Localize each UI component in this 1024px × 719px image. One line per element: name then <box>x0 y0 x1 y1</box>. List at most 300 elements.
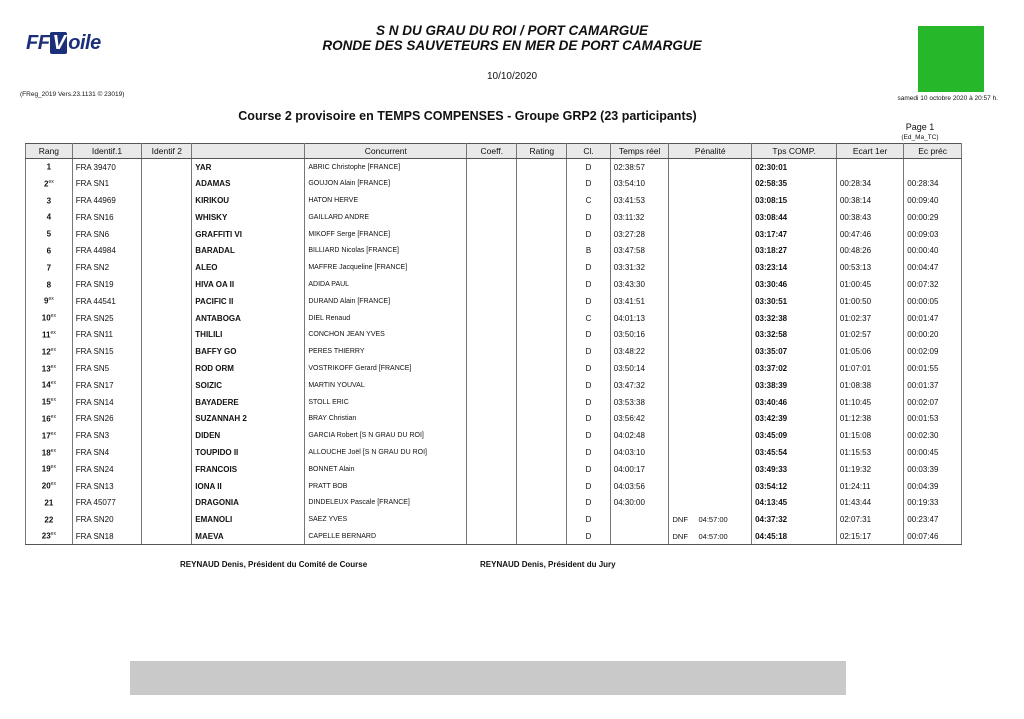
gap-first-cell: 00:53:13 <box>836 259 903 276</box>
coeff-cell <box>467 293 517 310</box>
competitor-cell: DURAND Alain [FRANCE] <box>305 293 467 310</box>
table-row <box>26 461 962 478</box>
boat-name-cell: EMANOLI <box>192 511 305 528</box>
compensated-time-cell: 03:38:39 <box>752 377 837 394</box>
gap-previous-cell: 00:01:37 <box>904 377 962 394</box>
ex-aequo-marker: ex <box>50 531 56 538</box>
coeff-cell <box>467 444 517 461</box>
gap-previous-cell <box>904 159 962 176</box>
penalty-time: 04:57:00 <box>698 515 728 525</box>
class-cell: D <box>567 394 610 411</box>
sail-number-cell: FRA 44984 <box>72 242 142 259</box>
gap-first-cell: 01:19:32 <box>836 461 903 478</box>
rating-cell <box>517 360 567 377</box>
compensated-time-cell: 03:30:46 <box>752 276 837 293</box>
identif2-cell <box>142 377 192 394</box>
penalty-cell <box>669 394 752 411</box>
identif2-cell <box>142 242 192 259</box>
ex-aequo-marker: ex <box>50 414 56 421</box>
coeff-cell <box>467 461 517 478</box>
boat-name-cell: WHISKY <box>192 209 305 226</box>
penalty-cell <box>669 377 752 394</box>
boat-name-cell: BAYADERE <box>192 394 305 411</box>
competitor-cell: SAEZ YVES <box>305 511 467 528</box>
ex-aequo-marker: ex <box>50 346 56 353</box>
gap-previous-cell: 00:04:39 <box>904 478 962 495</box>
table-row <box>26 293 962 310</box>
club-title: S N DU GRAU DU ROI / PORT CAMARGUE <box>375 23 648 38</box>
gap-first-cell: 01:00:50 <box>836 293 903 310</box>
table-row <box>26 175 962 192</box>
rank-cell <box>26 494 73 511</box>
rank-number: 2 <box>44 179 49 189</box>
real-time-cell: 03:54:10 <box>610 175 669 192</box>
table-row <box>26 310 962 327</box>
col-header-identif1: Identif.1 <box>72 144 142 159</box>
class-cell: D <box>567 410 610 427</box>
ex-aequo-marker: ex <box>50 363 56 370</box>
coeff-cell <box>467 528 517 545</box>
boat-name-cell: ANTABOGA <box>192 310 305 327</box>
boat-name-cell: IONA II <box>192 478 305 495</box>
table-row <box>26 410 962 427</box>
rank-cell <box>26 394 73 411</box>
boat-name-cell: THILILI <box>192 326 305 343</box>
competitor-cell: BILLIARD Nicolas [FRANCE] <box>305 242 467 259</box>
rating-cell <box>517 209 567 226</box>
gap-first-cell: 02:15:17 <box>836 528 903 545</box>
event-title: RONDE DES SAUVETEURS EN MER DE PORT CAMARGUE <box>322 38 702 53</box>
penalty-cell <box>669 326 752 343</box>
class-cell: D <box>567 528 610 545</box>
col-header-rating: Rating <box>517 144 567 159</box>
coeff-cell <box>467 159 517 176</box>
competitor-cell: GARCIA Robert [S N GRAU DU ROI] <box>305 427 467 444</box>
ex-aequo-marker: ex <box>50 397 56 404</box>
rating-cell <box>517 293 567 310</box>
rank-cell <box>26 427 73 444</box>
penalty-cell <box>669 528 752 545</box>
gap-first-cell: 00:28:34 <box>836 175 903 192</box>
rank-cell <box>26 478 73 495</box>
table-row <box>26 209 962 226</box>
rating-cell <box>517 410 567 427</box>
compensated-time-cell: 04:13:45 <box>752 494 837 511</box>
identif2-cell <box>142 226 192 243</box>
compensated-time-cell: 03:32:38 <box>752 310 837 327</box>
identif2-cell <box>142 511 192 528</box>
gap-first-cell: 00:38:43 <box>836 209 903 226</box>
identif2-cell <box>142 478 192 495</box>
identif2-cell <box>142 293 192 310</box>
penalty-cell <box>669 343 752 360</box>
gap-first-cell: 01:43:44 <box>836 494 903 511</box>
table-row <box>26 444 962 461</box>
rank-cell <box>26 192 73 209</box>
coeff-cell <box>467 192 517 209</box>
competitor-cell: STOLL ERIC <box>305 394 467 411</box>
table-row <box>26 377 962 394</box>
identif2-cell <box>142 343 192 360</box>
ex-aequo-marker: ex <box>50 313 56 320</box>
boat-name-cell: MAEVA <box>192 528 305 545</box>
rating-cell <box>517 343 567 360</box>
gap-previous-cell: 00:00:05 <box>904 293 962 310</box>
sail-number-cell: FRA SN5 <box>72 360 142 377</box>
competitor-cell: DINDELEUX Pascale [FRANCE] <box>305 494 467 511</box>
competitor-cell: MIKOFF Serge [FRANCE] <box>305 226 467 243</box>
boat-name-cell: TOUPIDO II <box>192 444 305 461</box>
real-time-cell <box>610 528 669 545</box>
page-number: Page 1 <box>905 122 935 132</box>
rank-number: 23 <box>41 532 51 541</box>
gap-previous-cell: 00:02:30 <box>904 427 962 444</box>
rank-number: 11 <box>41 330 51 340</box>
rank-cell <box>26 461 73 478</box>
gap-first-cell <box>836 159 903 176</box>
col-header-ec-prec: Ec préc <box>904 144 962 159</box>
coeff-cell <box>467 478 517 495</box>
penalty-cell <box>669 242 752 259</box>
sail-number-cell: FRA SN14 <box>72 394 142 411</box>
sail-number-cell: FRA SN18 <box>72 528 142 545</box>
gap-previous-cell: 00:23:47 <box>904 511 962 528</box>
penalty-cell <box>669 276 752 293</box>
boat-name-cell: KIRIKOU <box>192 192 305 209</box>
table-row <box>26 192 962 209</box>
gap-previous-cell: 00:19:33 <box>904 494 962 511</box>
identif2-cell <box>142 360 192 377</box>
class-cell: D <box>567 478 610 495</box>
rank-cell <box>26 410 73 427</box>
rank-cell <box>26 360 73 377</box>
competitor-cell: ABRIC Christophe [FRANCE] <box>305 159 467 176</box>
sail-number-cell: FRA SN20 <box>72 511 142 528</box>
rank-number: 16 <box>41 414 51 424</box>
coeff-cell <box>467 427 517 444</box>
gap-first-cell: 01:15:53 <box>836 444 903 461</box>
class-cell: D <box>567 259 610 276</box>
penalty-cell <box>669 461 752 478</box>
real-time-cell <box>610 511 669 528</box>
class-cell: D <box>567 343 610 360</box>
rank-number: 7 <box>46 263 52 273</box>
gap-first-cell: 00:47:46 <box>836 226 903 243</box>
rank-cell <box>26 209 73 226</box>
jury-signature: REYNAUD Denis, Président du Jury <box>480 560 616 569</box>
sail-number-cell: FRA SN1 <box>72 175 142 192</box>
boat-name-cell: YAR <box>192 159 305 176</box>
competitor-cell: ALLOUCHE Joël [S N GRAU DU ROI] <box>305 444 467 461</box>
sail-number-cell: FRA SN24 <box>72 461 142 478</box>
col-header-penalite: Pénalité <box>669 144 752 159</box>
rank-number: 18 <box>41 448 51 458</box>
real-time-cell: 03:47:58 <box>610 242 669 259</box>
competitor-cell: MAFFRE Jacqueline [FRANCE] <box>305 259 467 276</box>
rating-cell <box>517 192 567 209</box>
coeff-cell <box>467 175 517 192</box>
identif2-cell <box>142 494 192 511</box>
real-time-cell: 04:03:10 <box>610 444 669 461</box>
penalty-cell <box>669 192 752 209</box>
rank-number: 19 <box>41 465 51 475</box>
coeff-cell <box>467 209 517 226</box>
competitor-cell: VOSTRIKOFF Gerard [FRANCE] <box>305 360 467 377</box>
boat-name-cell: SUZANNAH 2 <box>192 410 305 427</box>
gap-previous-cell: 00:07:32 <box>904 276 962 293</box>
penalty-cell <box>669 511 752 528</box>
rank-number: 5 <box>46 229 52 239</box>
class-cell: D <box>567 444 610 461</box>
penalty-cell <box>669 444 752 461</box>
col-header-temps-reel: Temps réel <box>610 144 669 159</box>
rating-cell <box>517 494 567 511</box>
rank-cell <box>26 511 73 528</box>
rating-cell <box>517 444 567 461</box>
real-time-cell: 03:41:53 <box>610 192 669 209</box>
rank-cell <box>26 242 73 259</box>
penalty-cell <box>669 175 752 192</box>
class-cell: B <box>567 242 610 259</box>
coeff-cell <box>467 494 517 511</box>
identif2-cell <box>142 444 192 461</box>
gap-previous-cell: 00:07:46 <box>904 528 962 545</box>
gap-previous-cell: 00:00:40 <box>904 242 962 259</box>
identif2-cell <box>142 427 192 444</box>
sail-number-cell: FRA 44541 <box>72 293 142 310</box>
ex-aequo-marker: ex <box>50 430 56 437</box>
boat-name-cell: ALEO <box>192 259 305 276</box>
boat-name-cell: SOIZIC <box>192 377 305 394</box>
coeff-cell <box>467 226 517 243</box>
table-row <box>26 494 962 511</box>
penalty-cell <box>669 360 752 377</box>
identif2-cell <box>142 276 192 293</box>
rank-number: 1 <box>46 162 52 172</box>
competitor-cell: CAPELLE BERNARD <box>305 528 467 545</box>
rank-cell <box>26 259 73 276</box>
compensated-time-cell: 03:35:07 <box>752 343 837 360</box>
compensated-time-cell: 03:18:27 <box>752 242 837 259</box>
rank-number: 20 <box>41 481 51 491</box>
identif2-cell <box>142 394 192 411</box>
penalty-time: 04:57:00 <box>698 531 728 541</box>
rank-number: 3 <box>46 196 52 206</box>
rank-cell <box>26 310 73 327</box>
boat-name-cell: ADAMAS <box>192 175 305 192</box>
ex-aequo-marker: ex <box>50 481 56 488</box>
table-row <box>26 242 962 259</box>
table-row <box>26 394 962 411</box>
compensated-time-cell: 03:45:54 <box>752 444 837 461</box>
boat-name-cell: PACIFIC II <box>192 293 305 310</box>
compensated-time-cell: 03:37:02 <box>752 360 837 377</box>
compensated-time-cell: 03:40:46 <box>752 394 837 411</box>
rank-cell <box>26 175 73 192</box>
gap-first-cell: 02:07:31 <box>836 511 903 528</box>
table-row <box>26 159 962 176</box>
gap-first-cell: 01:10:45 <box>836 394 903 411</box>
rank-number: 13 <box>41 364 51 374</box>
grey-footer-bar <box>130 661 846 695</box>
penalty-cell <box>669 494 752 511</box>
competitor-cell: HATON HERVE <box>305 192 467 209</box>
coeff-cell <box>467 377 517 394</box>
compensated-time-cell: 04:37:32 <box>752 511 837 528</box>
gap-first-cell: 01:15:08 <box>836 427 903 444</box>
table-row <box>26 478 962 495</box>
identif2-cell <box>142 159 192 176</box>
boat-name-cell: BAFFY GO <box>192 343 305 360</box>
ffvoile-logo: FF V oile <box>26 32 101 54</box>
penalty-cell <box>669 259 752 276</box>
gap-previous-cell: 00:28:34 <box>904 175 962 192</box>
gap-previous-cell: 00:01:53 <box>904 410 962 427</box>
penalty-cell <box>669 310 752 327</box>
real-time-cell: 03:50:16 <box>610 326 669 343</box>
table-row <box>26 360 962 377</box>
table-row <box>26 511 962 528</box>
compensated-time-cell: 03:08:15 <box>752 192 837 209</box>
identif2-cell <box>142 259 192 276</box>
rank-number: 22 <box>44 515 54 525</box>
gap-first-cell: 00:38:14 <box>836 192 903 209</box>
competitor-cell: CONCHON JEAN YVES <box>305 326 467 343</box>
real-time-cell: 03:31:32 <box>610 259 669 276</box>
rating-cell <box>517 461 567 478</box>
class-cell: D <box>567 326 610 343</box>
gap-first-cell: 01:00:45 <box>836 276 903 293</box>
gap-previous-cell: 00:00:45 <box>904 444 962 461</box>
identif2-cell <box>142 175 192 192</box>
identif2-cell <box>142 410 192 427</box>
sail-number-cell: FRA SN2 <box>72 259 142 276</box>
rank-cell <box>26 326 73 343</box>
competitor-cell: DIEL Renaud <box>305 310 467 327</box>
compensated-time-cell: 03:30:51 <box>752 293 837 310</box>
sail-number-cell: FRA 39470 <box>72 159 142 176</box>
real-time-cell: 04:30:00 <box>610 494 669 511</box>
competitor-cell: BONNET Alain <box>305 461 467 478</box>
competitor-cell: GOUJON Alain [FRANCE] <box>305 175 467 192</box>
penalty-cell <box>669 159 752 176</box>
event-date: 10/10/2020 <box>486 71 538 82</box>
boat-name-cell: HIVA OA II <box>192 276 305 293</box>
compensated-time-cell: 03:54:12 <box>752 478 837 495</box>
real-time-cell: 03:27:28 <box>610 226 669 243</box>
gap-first-cell: 01:02:37 <box>836 310 903 327</box>
compensated-time-cell: 03:49:33 <box>752 461 837 478</box>
print-timestamp: samedi 10 octobre 2020 à 20:57 h. <box>897 95 998 102</box>
class-cell: D <box>567 209 610 226</box>
real-time-cell: 04:02:48 <box>610 427 669 444</box>
rating-cell <box>517 259 567 276</box>
gap-first-cell: 01:08:38 <box>836 377 903 394</box>
penalty-cell <box>669 209 752 226</box>
penalty-cell <box>669 427 752 444</box>
gap-first-cell: 01:07:01 <box>836 360 903 377</box>
rank-cell <box>26 444 73 461</box>
rating-cell <box>517 427 567 444</box>
rank-number: 15 <box>41 397 51 407</box>
gap-previous-cell: 00:01:55 <box>904 360 962 377</box>
software-version: (FReg_2019 Vers.23.1131 © 23019) <box>20 91 125 98</box>
ex-aequo-marker: ex <box>50 330 56 337</box>
real-time-cell: 04:03:56 <box>610 478 669 495</box>
compensated-time-cell: 02:30:01 <box>752 159 837 176</box>
sail-number-cell: FRA SN11 <box>72 326 142 343</box>
real-time-cell: 03:56:42 <box>610 410 669 427</box>
coeff-cell <box>467 276 517 293</box>
penalty-cell <box>669 226 752 243</box>
table-row <box>26 276 962 293</box>
class-cell: D <box>567 276 610 293</box>
ex-aequo-marker: ex <box>50 464 56 471</box>
col-header-tps-comp: Tps COMP. <box>752 144 837 159</box>
rank-number: 10 <box>41 313 51 323</box>
rating-cell <box>517 377 567 394</box>
sail-number-cell: FRA 44969 <box>72 192 142 209</box>
class-cell: D <box>567 427 610 444</box>
rank-cell <box>26 528 73 545</box>
table-header-row <box>26 144 962 159</box>
gap-previous-cell: 00:09:40 <box>904 192 962 209</box>
rank-number: 4 <box>46 213 52 223</box>
table-row <box>26 343 962 360</box>
compensated-time-cell: 02:58:35 <box>752 175 837 192</box>
gap-previous-cell: 00:02:07 <box>904 394 962 411</box>
col-header-coeff: Coeff. <box>467 144 517 159</box>
penalty-status: DNF <box>672 515 688 525</box>
rating-cell <box>517 310 567 327</box>
competitor-cell: GAILLARD ANDRE <box>305 209 467 226</box>
real-time-cell: 03:48:22 <box>610 343 669 360</box>
rank-number: 12 <box>41 347 51 357</box>
sail-number-cell: FRA SN17 <box>72 377 142 394</box>
class-cell: C <box>567 310 610 327</box>
compensated-time-cell: 03:45:09 <box>752 427 837 444</box>
coeff-cell <box>467 310 517 327</box>
rank-cell <box>26 343 73 360</box>
penalty-cell <box>669 478 752 495</box>
gap-previous-cell: 00:00:20 <box>904 326 962 343</box>
identif2-cell <box>142 192 192 209</box>
class-cell: D <box>567 159 610 176</box>
compensated-time-cell: 04:45:18 <box>752 528 837 545</box>
table-row <box>26 226 962 243</box>
real-time-cell: 03:53:38 <box>610 394 669 411</box>
penalty-cell <box>669 410 752 427</box>
col-header-rang: Rang <box>26 144 73 159</box>
ex-aequo-marker: ex <box>50 380 56 387</box>
gap-first-cell: 01:12:38 <box>836 410 903 427</box>
gap-previous-cell: 00:04:47 <box>904 259 962 276</box>
boat-name-cell: GRAFFITI VI <box>192 226 305 243</box>
real-time-cell: 03:41:51 <box>610 293 669 310</box>
real-time-cell: 04:01:13 <box>610 310 669 327</box>
penalty-status: DNF <box>672 531 688 541</box>
compensated-time-cell: 03:17:47 <box>752 226 837 243</box>
rank-cell <box>26 276 73 293</box>
identif2-cell <box>142 326 192 343</box>
col-header-identif2: Identif 2 <box>142 144 192 159</box>
compensated-time-cell: 03:08:44 <box>752 209 837 226</box>
results-table <box>25 143 962 545</box>
class-cell: D <box>567 293 610 310</box>
identif2-cell <box>142 528 192 545</box>
coeff-cell <box>467 326 517 343</box>
class-cell: D <box>567 377 610 394</box>
